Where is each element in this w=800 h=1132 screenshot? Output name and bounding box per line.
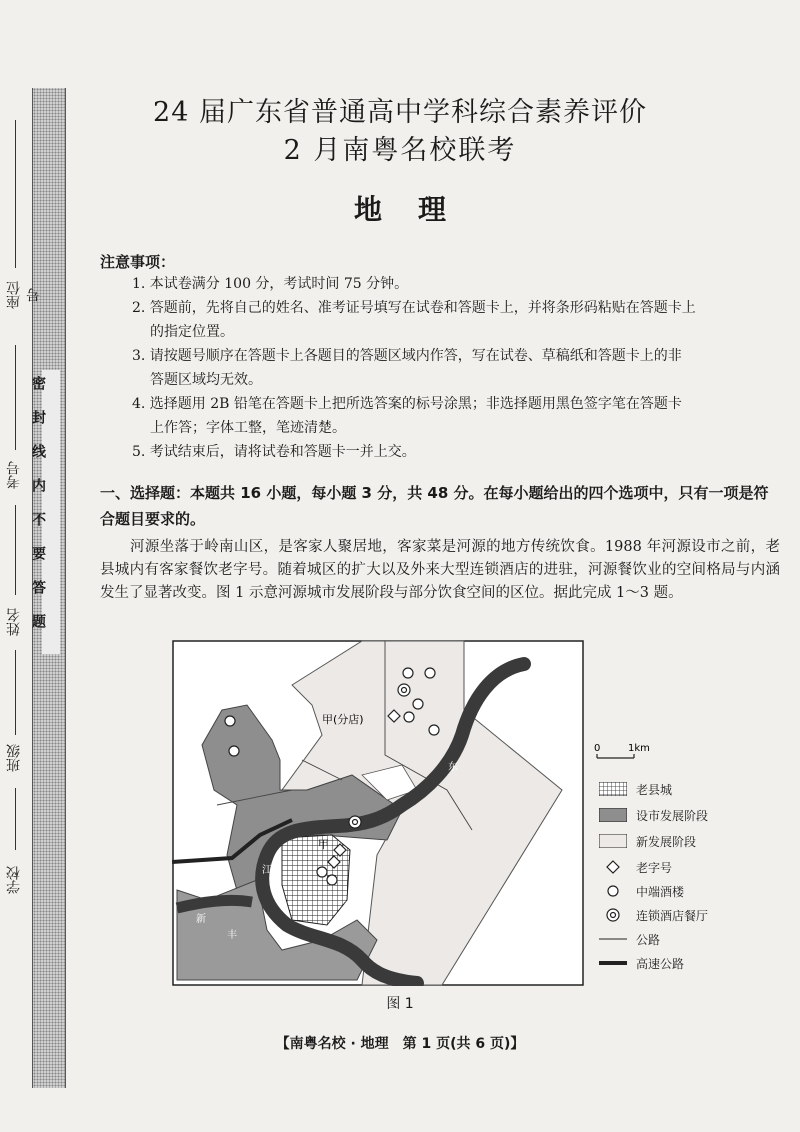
legend-item-old-county: 老县城 bbox=[598, 778, 672, 800]
binding-field-exam-no: 考号 bbox=[6, 461, 22, 489]
binding-field-name: 姓名 bbox=[6, 608, 22, 636]
notice-heading: 注意事项： bbox=[100, 253, 176, 271]
exam-title-line1: 24 届广东省普通高中学科综合素养评价 bbox=[153, 97, 647, 128]
mid-restaurant-marker bbox=[229, 746, 239, 756]
subject-title: 地理 bbox=[353, 193, 482, 226]
legend-item-mid-restaurant: 中端酒楼 bbox=[598, 880, 684, 902]
notice-item-cont: 答题区域均无效。 bbox=[150, 372, 262, 388]
river-label: 江 bbox=[262, 865, 272, 876]
question-passage: 河源坐落于岭南山区，是客家人聚居地，客家菜是河源的地方传统饮食。1988 年河源设市之前，老县城内有客家餐饮老字号。随着城区的扩大以及外来大型连锁酒店的进驻，河源餐饮业的空间格局与内涵发生了显著改变。图 1 示意河源城市发展阶段与部分饮食空间的区位。据此完成 1～3 题。 bbox=[100, 539, 780, 601]
svg-text:0: 0 bbox=[594, 743, 601, 754]
double-circle-icon bbox=[598, 908, 628, 922]
gray-fill-icon bbox=[598, 808, 628, 822]
legend-item-highway: 高速公路 bbox=[598, 952, 684, 974]
thin-line-icon bbox=[598, 932, 628, 946]
grid-hatch-icon bbox=[598, 782, 628, 796]
chain-hotel-marker bbox=[398, 684, 410, 696]
section-heading: 一、选择题：本题共 16 小题，每小题 3 分，共 48 分。在每小题给出的四个选项中，只有一项是符合题目要求的。 bbox=[100, 484, 769, 528]
mid-restaurant-marker bbox=[425, 668, 435, 678]
binding-line bbox=[15, 788, 16, 850]
mid-restaurant-marker bbox=[317, 867, 327, 877]
circle-icon bbox=[598, 884, 628, 898]
mid-restaurant-marker bbox=[327, 875, 337, 885]
mid-restaurant-marker bbox=[403, 668, 413, 678]
city-map-figure bbox=[172, 640, 584, 986]
river-label: 东 bbox=[448, 762, 458, 773]
figure-caption: 图 1 bbox=[386, 996, 414, 1012]
thick-line-icon bbox=[598, 956, 628, 970]
legend-item-municipal: 设市发展阶段 bbox=[598, 804, 708, 826]
notice-item-cont: 上作答；字体工整，笔迹清楚。 bbox=[150, 420, 346, 436]
mid-restaurant-marker bbox=[413, 699, 423, 709]
binding-line bbox=[15, 650, 16, 735]
notice-item-cont: 的指定位置。 bbox=[150, 324, 234, 340]
river-label: 江 bbox=[344, 902, 354, 913]
notice-item: 3. 请按题号顺序在答题卡上各题目的答题区域内作答，写在试卷、草稿纸和答题卡上的非 bbox=[132, 348, 682, 364]
svg-text:1km: 1km bbox=[628, 743, 650, 754]
binding-field-seat: 座位号 bbox=[6, 281, 42, 309]
notice-list bbox=[132, 272, 772, 464]
page-footer: 【南粤名校 · 地理 第 1 页(共 6 页)】 bbox=[275, 1036, 525, 1052]
diamond-icon bbox=[598, 860, 628, 874]
notice-item: 4. 选择题用 2B 铅笔在答题卡上把所选答案的标号涂黑；非选择题用黑色签字笔在答题卡 bbox=[132, 396, 682, 412]
exam-title-line2: 2 月南粤名校联考 bbox=[283, 135, 517, 166]
mid-restaurant-marker bbox=[404, 712, 414, 722]
binding-notice bbox=[42, 370, 60, 654]
legend-item-chain-hotel: 连锁酒店餐厅 bbox=[598, 904, 708, 926]
binding-line bbox=[15, 505, 16, 595]
binding-field-class: 班级 bbox=[6, 744, 22, 772]
legend-item-road: 公路 bbox=[598, 928, 660, 950]
binding-line bbox=[15, 345, 16, 450]
notice-item: 5. 考试结束后，请将试卷和答题卡一并上交。 bbox=[132, 444, 416, 460]
binding-field-school: 学校 bbox=[6, 866, 22, 894]
legend-item-new-dev: 新发展阶段 bbox=[598, 830, 696, 852]
mid-restaurant-marker bbox=[225, 716, 235, 726]
notice-item: 2. 答题前，先将自己的姓名、准考证号填写在试卷和答题卡上，并将条形码粘贴在答题卡上 bbox=[132, 300, 696, 316]
notice-item: 1. 本试卷满分 100 分，考试时间 75 分钟。 bbox=[132, 276, 409, 292]
map-label-main: 甲 bbox=[318, 838, 329, 851]
mid-restaurant-marker bbox=[429, 725, 439, 735]
map-label-branch: 甲(分店) bbox=[322, 713, 364, 726]
scale-bar bbox=[594, 742, 664, 764]
chain-hotel-marker bbox=[349, 816, 361, 828]
light-fill-icon bbox=[598, 834, 628, 848]
river-label: 新 bbox=[196, 914, 206, 925]
river-label: 丰 bbox=[227, 930, 237, 941]
legend-item-old-brand: 老字号 bbox=[598, 856, 672, 878]
